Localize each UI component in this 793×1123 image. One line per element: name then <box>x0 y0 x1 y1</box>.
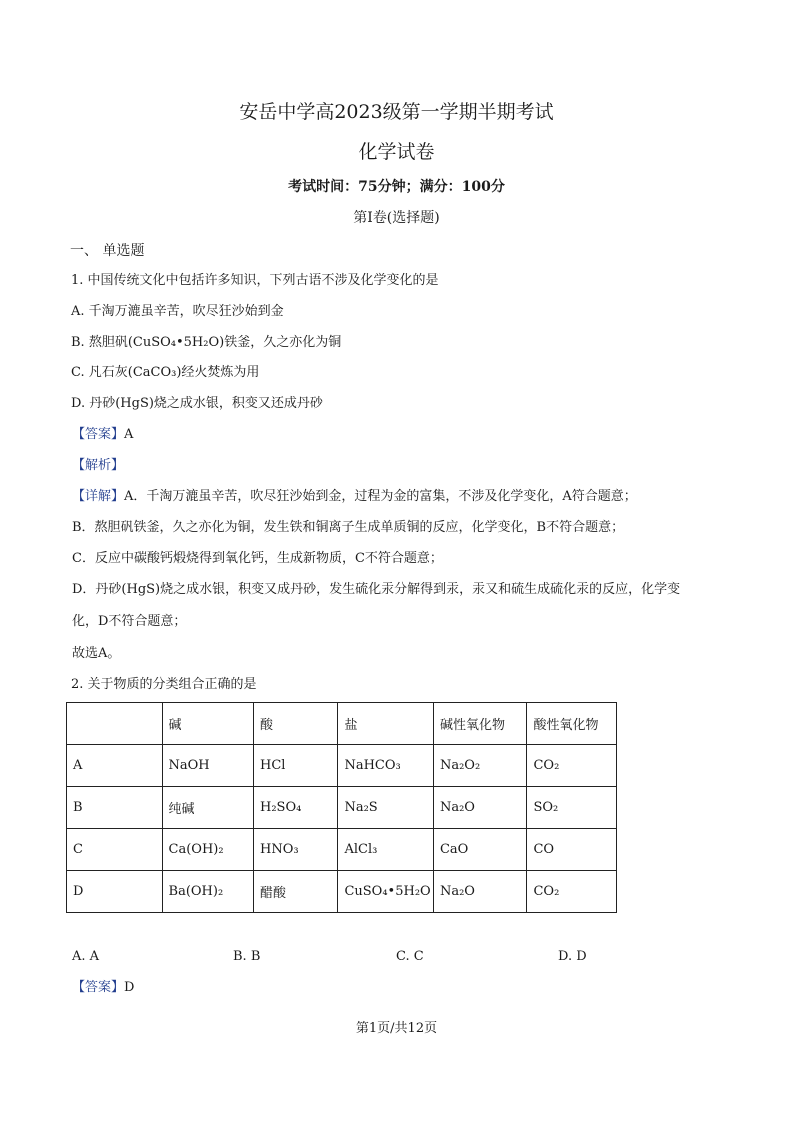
question-1-detail-d-cont: 化，D不符合题意； <box>72 614 187 629</box>
analysis-tag: 【解析】 <box>72 458 125 473</box>
question-2-option-b: B. B <box>233 949 261 964</box>
table-cell: AlCl₃ <box>338 829 434 871</box>
table-cell: CO₂ <box>527 871 617 913</box>
question-2-option-a: A. A <box>72 949 100 964</box>
question-1-option-c: C. 凡石灰(CaCO₃)经火焚炼为用 <box>71 365 260 380</box>
table-cell: Ba(OH)₂ <box>162 871 253 913</box>
table-cell: CO <box>527 829 617 871</box>
question-1-answer <box>72 426 133 444</box>
table-cell: Na₂O <box>433 871 527 913</box>
volume-label: 第I卷(选择题) <box>353 210 440 226</box>
table-cell: D <box>67 871 163 913</box>
question-1-stem: 1. 中国传统文化中包括许多知识，下列古语不涉及化学变化的是 <box>71 273 439 288</box>
table-cell: 醋酸 <box>254 871 338 913</box>
table-header-cell: 碱 <box>162 703 253 745</box>
question-1-detail-a: 【详解】A．千淘万漉虽辛苦，吹尽狂沙始到金，过程为金的富集，不涉及化学变化，A符合题意； <box>72 489 637 504</box>
table-row <box>67 745 617 787</box>
question-1-detail-b: B．熬胆矾铁釜，久之亦化为铜，发生铁和铜离子生成单质铜的反应，化学变化，B不符合题意； <box>72 520 625 535</box>
question-1-option-a: A. 千淘万漉虽辛苦，吹尽狂沙始到金 <box>71 304 284 319</box>
question-1-conclusion: 故选A。 <box>72 646 121 661</box>
question-1-option-b: B. 熬胆矾(CuSO₄•5H₂O)铁釜，久之亦化为铜 <box>71 335 342 350</box>
table-cell: HNO₃ <box>254 829 338 871</box>
table-cell: Na₂S <box>338 787 434 829</box>
table-header-cell: 酸性氧化物 <box>527 703 617 745</box>
table-cell: Na₂O <box>433 787 527 829</box>
table-cell: H₂SO₄ <box>254 787 338 829</box>
table-cell: NaOH <box>162 745 253 787</box>
table-row <box>67 829 617 871</box>
table-row <box>67 871 617 913</box>
answer-tag: 【答案】 <box>72 427 125 442</box>
exam-info: 考试时间：75分钟；满分：100分 <box>288 179 505 195</box>
table-cell: CuSO₄•5H₂O <box>338 871 434 913</box>
question-1-detail-c: C．反应中碳酸钙煅烧得到氧化钙，生成新物质，C不符合题意； <box>72 551 443 566</box>
table-cell: B <box>67 787 163 829</box>
answer-tag: 【答案】 <box>72 980 125 995</box>
table-cell: Na₂O₂ <box>433 745 527 787</box>
question-2-stem: 2. 关于物质的分类组合正确的是 <box>71 677 257 692</box>
answer-value: D <box>124 980 135 995</box>
table-cell: SO₂ <box>527 787 617 829</box>
table-cell: Ca(OH)₂ <box>162 829 253 871</box>
table-header-cell: 酸 <box>254 703 338 745</box>
question-1-analysis <box>72 457 124 475</box>
table-header-row <box>67 703 617 745</box>
question-2-option-d: D. D <box>558 949 587 964</box>
page-number: 第1页/共12页 <box>355 1021 438 1036</box>
exam-subtitle: 化学试卷 <box>358 141 435 163</box>
table-header-cell: 盐 <box>338 703 434 745</box>
classification-table <box>66 702 617 913</box>
detail-tag: 【详解】 <box>72 489 125 504</box>
question-1-option-d: D. 丹砂(HgS)烧之成水银，积变又还成丹砂 <box>71 396 323 411</box>
exam-title: 安岳中学高2023级第一学期半期考试 <box>239 101 554 123</box>
table-cell: C <box>67 829 163 871</box>
table-cell: CaO <box>433 829 527 871</box>
question-1-detail-d: D．丹砂(HgS)烧之成水银，积变又成丹砂，发生硫化汞分解得到汞，汞又和硫生成硫化汞的反应，化学变 <box>72 582 681 597</box>
section-heading: 一、 单选题 <box>70 243 145 259</box>
table-cell: A <box>67 745 163 787</box>
table-cell: CO₂ <box>527 745 617 787</box>
table-header-cell <box>67 703 163 745</box>
table-header-cell: 碱性氧化物 <box>433 703 527 745</box>
table-row <box>67 787 617 829</box>
question-2-option-c: C. C <box>396 949 424 964</box>
table-cell: 纯碱 <box>162 787 253 829</box>
table-cell: HCl <box>254 745 338 787</box>
question-2-answer <box>72 979 134 997</box>
table-cell: NaHCO₃ <box>338 745 434 787</box>
answer-value: A <box>124 427 134 442</box>
